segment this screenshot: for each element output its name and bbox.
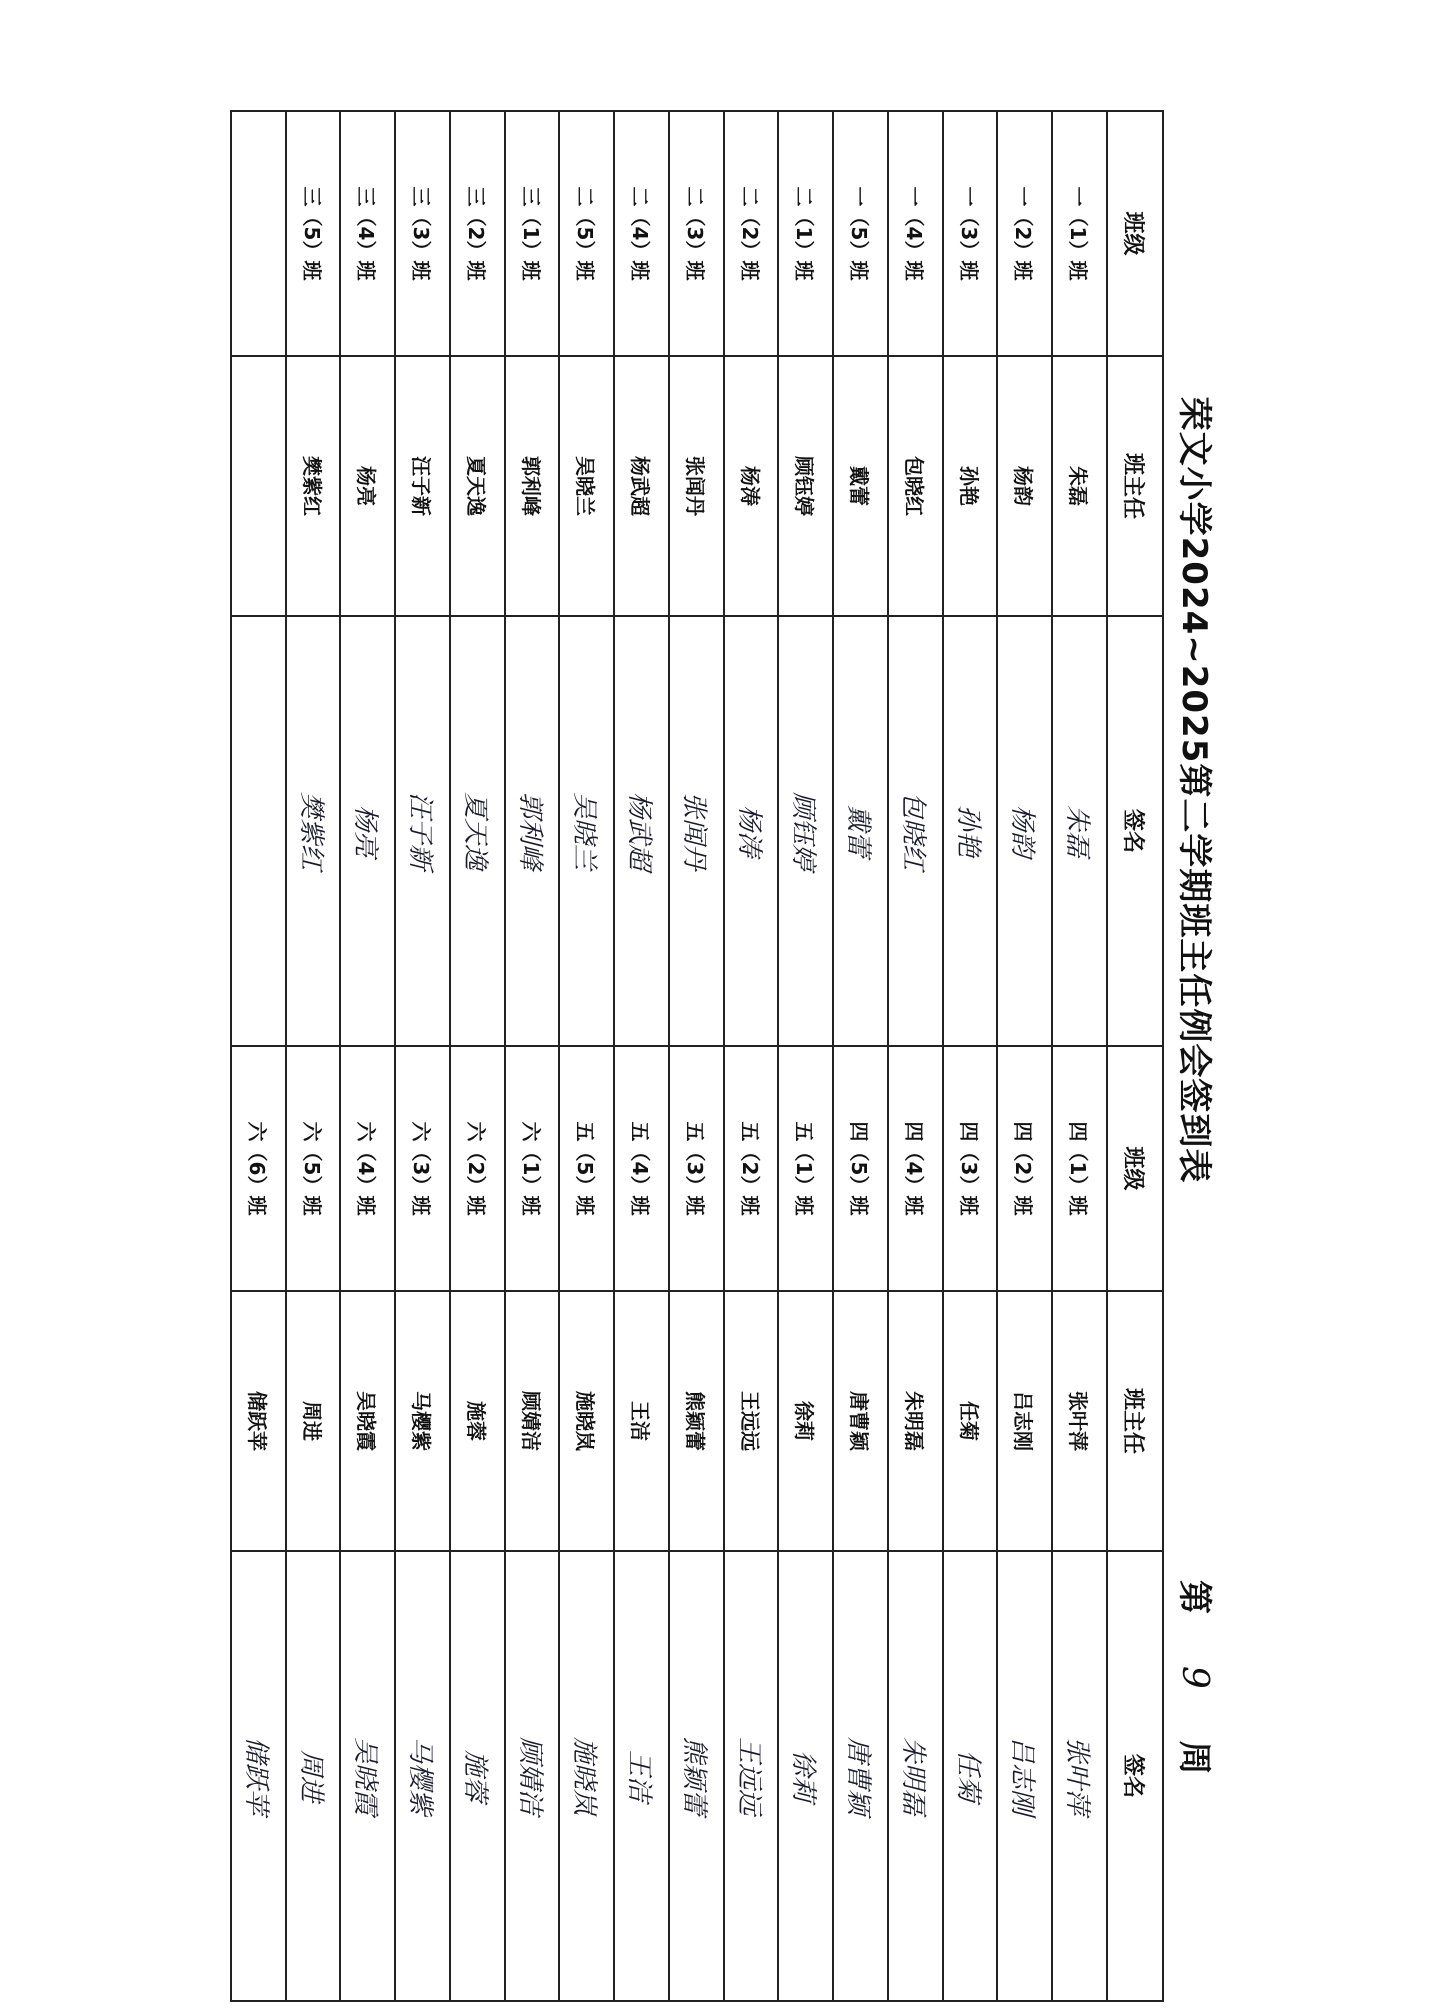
signature-cell: 吴晓兰 [560,616,615,1046]
signature-cell: 杨亮 [341,616,396,1046]
teacher-cell: 汪子新 [395,356,450,616]
teacher-cell: 王远远 [724,1291,779,1551]
header-teacher-left: 班主任 [1107,356,1163,616]
signature-cell: 徐莉 [779,1551,834,2001]
class-cell: 五（4）班 [614,1046,669,1291]
signature-cell: 周进 [286,1551,341,2001]
table-row [888,111,943,2001]
teacher-cell: 张叶萍 [1052,1291,1107,1551]
class-cell: 三（1）班 [505,111,560,356]
teacher-cell: 张闻丹 [669,356,724,616]
signature-cell: 杨涛 [724,616,779,1046]
signature-cell: 张叶萍 [1052,1551,1107,2001]
teacher-cell: 朱磊 [1052,356,1107,616]
teacher-cell: 徐莉 [779,1291,834,1551]
header-row [1107,111,1163,2001]
class-cell: 六（5）班 [286,1046,341,1291]
table-row [943,111,998,2001]
week-prefix: 第 [1174,1580,1214,1614]
table-row [1052,111,1107,2001]
teacher-cell: 吴晓兰 [560,356,615,616]
signature-cell: 孙艳 [943,616,998,1046]
signature-cell: 朱磊 [1052,616,1107,1046]
signature-cell: 唐曹颖 [833,1551,888,2001]
teacher-cell: 包晓红 [888,356,943,616]
table-row [505,111,560,2001]
sign-in-sheet [230,110,1230,2000]
class-cell: 三（5）班 [286,111,341,356]
title-row [1164,110,1230,2000]
teacher-cell: 郭利峰 [505,356,560,616]
class-cell: 四（2）班 [998,1046,1053,1291]
class-cell: 二（2）班 [724,111,779,356]
header-class-left: 班级 [1107,111,1163,356]
teacher-cell: 吕志刚 [998,1291,1053,1551]
week-indicator [1173,1580,1222,2000]
signature-cell: 施晓岚 [560,1551,615,2001]
class-cell: 一（5）班 [833,111,888,356]
signature-cell: 顾婧洁 [505,1551,560,2001]
signature-cell: 任菊 [943,1551,998,2001]
class-cell: 一（1）班 [1052,111,1107,356]
class-cell: 三（4）班 [341,111,396,356]
signature-cell: 朱明磊 [888,1551,943,2001]
class-cell: 六（2）班 [450,1046,505,1291]
signature-cell: 吴晓霞 [341,1551,396,2001]
class-cell: 六（4）班 [341,1046,396,1291]
table-row [779,111,834,2001]
teacher-cell: 朱明磊 [888,1291,943,1551]
signature-cell: 包晓红 [888,616,943,1046]
signature-cell: 施蓉 [450,1551,505,2001]
class-cell: 五（1）班 [779,1046,834,1291]
signature-cell: 马樱紫 [395,1551,450,2001]
class-cell: 五（5）班 [560,1046,615,1291]
signature-cell: 王远远 [724,1551,779,2001]
teacher-cell: 戴蕾 [833,356,888,616]
signature-cell: 杨韵 [998,616,1053,1046]
signature-cell: 储跃苹 [231,1551,286,2001]
signature-cell: 熊颖蕾 [669,1551,724,2001]
teacher-cell: 施蓉 [450,1291,505,1551]
teacher-cell: 王洁 [614,1291,669,1551]
signature-cell: 杨武超 [614,616,669,1046]
table-row [724,111,779,2001]
class-cell: 一（4）班 [888,111,943,356]
class-cell: 四（3）班 [943,1046,998,1291]
class-cell: 三（3）班 [395,111,450,356]
class-cell: 二（3）班 [669,111,724,356]
header-teacher-right: 班主任 [1107,1291,1163,1551]
signature-cell [231,616,286,1046]
table-row [231,111,286,2001]
class-cell: 二（4）班 [614,111,669,356]
week-number: 9 [1174,1665,1215,1689]
class-cell: 二（5）班 [560,111,615,356]
teacher-cell: 吴晓霞 [341,1291,396,1551]
page-title: 荣文小学2024~2025第二学期班主任例会签到表 [1174,396,1214,1184]
class-cell: 四（1）班 [1052,1046,1107,1291]
teacher-cell: 熊颖蕾 [669,1291,724,1551]
table-row [669,111,724,2001]
teacher-cell: 唐曹颖 [833,1291,888,1551]
teacher-cell: 夏天逸 [450,356,505,616]
teacher-cell: 杨亮 [341,356,396,616]
header-class-right: 班级 [1107,1046,1163,1291]
table-row [560,111,615,2001]
header-signature-left: 签名 [1107,616,1163,1046]
class-cell: 五（3）班 [669,1046,724,1291]
table-row [833,111,888,2001]
header-signature-right: 签名 [1107,1551,1163,2001]
signature-cell: 汪子新 [395,616,450,1046]
class-cell: 四（4）班 [888,1046,943,1291]
table-row [395,111,450,2001]
class-cell: 六（6）班 [231,1046,286,1291]
teacher-cell: 储跃苹 [231,1291,286,1551]
teacher-cell: 任菊 [943,1291,998,1551]
signature-cell: 戴蕾 [833,616,888,1046]
teacher-cell: 马樱紫 [395,1291,450,1551]
teacher-cell: 樊紫红 [286,356,341,616]
signature-cell: 郭利峰 [505,616,560,1046]
teacher-cell: 顾钰婷 [779,356,834,616]
signature-cell: 王洁 [614,1551,669,2001]
sign-in-table [230,110,1164,2002]
class-cell: 六（3）班 [395,1046,450,1291]
class-cell [231,111,286,356]
class-cell: 四（5）班 [833,1046,888,1291]
teacher-cell: 顾婧洁 [505,1291,560,1551]
signature-cell: 张闻丹 [669,616,724,1046]
teacher-cell: 施晓岚 [560,1291,615,1551]
teacher-cell: 孙艳 [943,356,998,616]
signature-cell: 顾钰婷 [779,616,834,1046]
table-row [286,111,341,2001]
table-row [450,111,505,2001]
table-row [614,111,669,2001]
signature-cell: 樊紫红 [286,616,341,1046]
table-row [341,111,396,2001]
class-cell: 一（3）班 [943,111,998,356]
table-body [231,111,1107,2001]
class-cell: 五（2）班 [724,1046,779,1291]
teacher-cell [231,356,286,616]
table-row [998,111,1053,2001]
class-cell: 一（2）班 [998,111,1053,356]
teacher-cell: 杨涛 [724,356,779,616]
signature-cell: 夏天逸 [450,616,505,1046]
teacher-cell: 杨韵 [998,356,1053,616]
class-cell: 三（2）班 [450,111,505,356]
class-cell: 二（1）班 [779,111,834,356]
teacher-cell: 周进 [286,1291,341,1551]
signature-cell: 吕志刚 [998,1551,1053,2001]
teacher-cell: 杨武超 [614,356,669,616]
week-suffix: 周 [1174,1740,1214,1775]
class-cell: 六（1）班 [505,1046,560,1291]
